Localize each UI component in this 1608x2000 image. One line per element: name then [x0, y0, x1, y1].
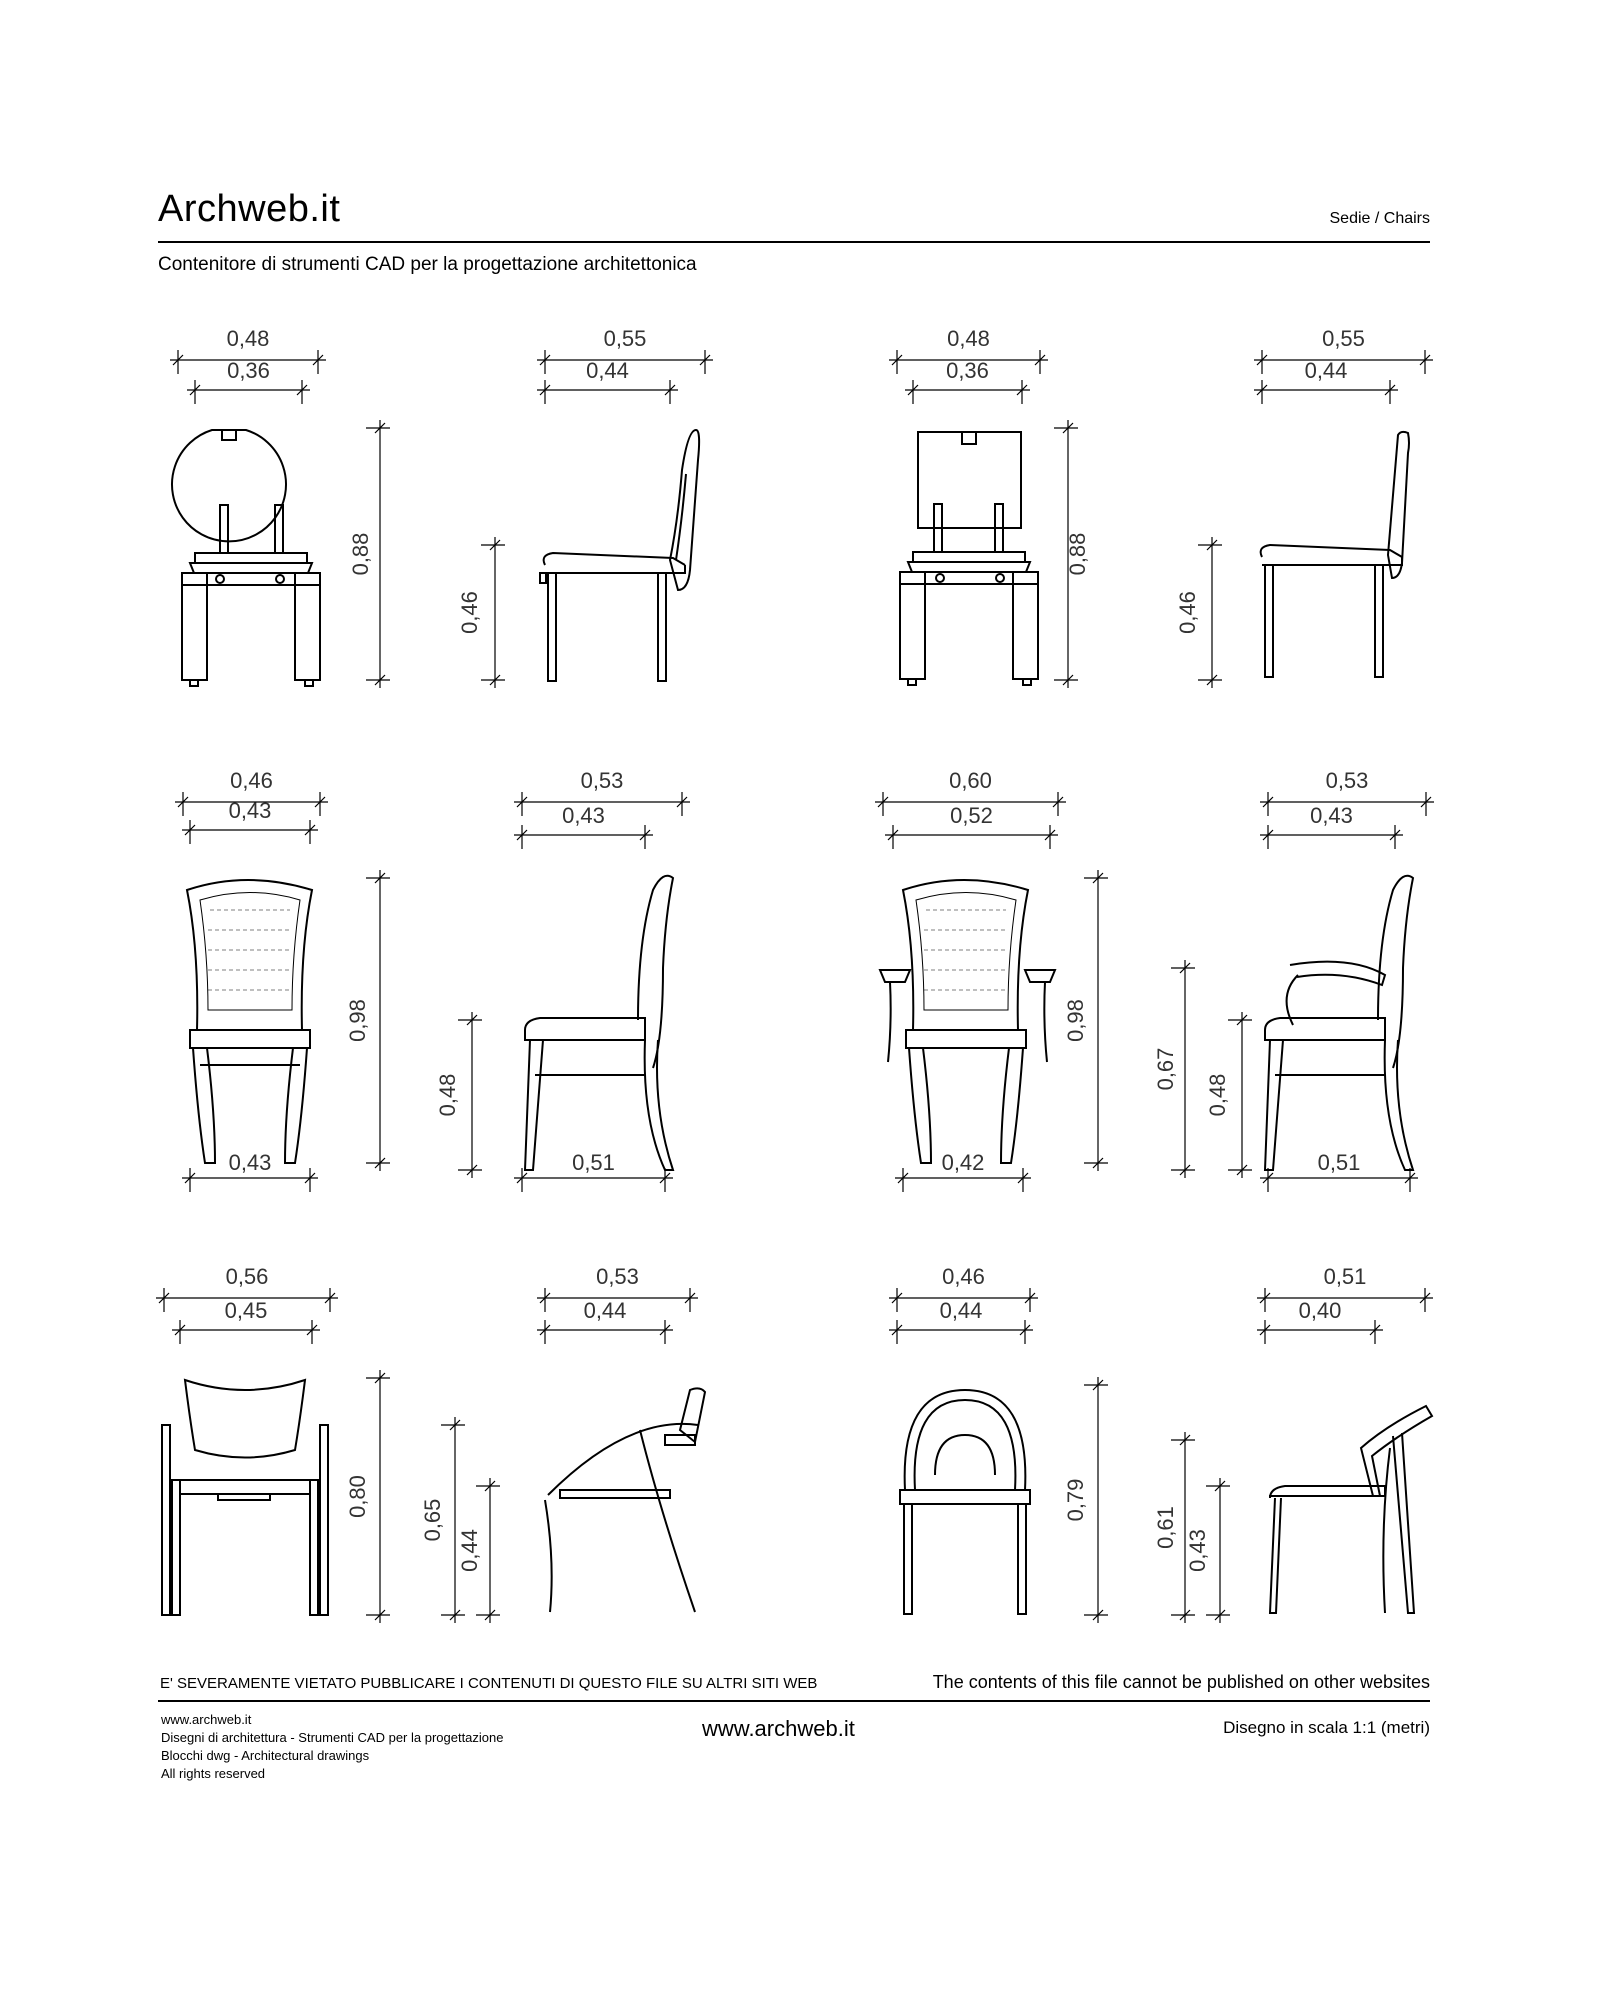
dimension-label: 0,46 [457, 591, 482, 634]
footer-line: Blocchi dwg - Architectural drawings [161, 1748, 370, 1763]
dimension-label: 0,53 [596, 1264, 639, 1289]
dimension-label: 0,48 [947, 326, 990, 351]
dimension-label: 0,43 [228, 798, 272, 823]
dimension-label: 0,53 [1325, 768, 1369, 793]
chair-square-back-front [900, 432, 1038, 685]
dimension-label: 0,48 [226, 326, 270, 351]
dimension-label: 0,46 [1175, 591, 1200, 634]
dimension-label: 0,67 [1153, 1047, 1178, 1091]
dimension-label: 0,44 [939, 1298, 983, 1323]
chair-curved-back-side [545, 1388, 705, 1612]
dimension-label: 0,42 [941, 1150, 985, 1175]
dimension-label: 0,46 [230, 768, 273, 793]
dimension-label: 0,55 [1322, 326, 1365, 351]
dimension-label: 0,88 [348, 532, 373, 576]
brand-logo: Archweb.it [158, 188, 341, 230]
dimension-label: 0,98 [1063, 999, 1088, 1042]
dimension-label: 0,52 [950, 803, 993, 828]
footer-line: www.archweb.it [161, 1712, 252, 1727]
dimension-label: 0,43 [228, 1150, 272, 1175]
footer-line: Disegni di architettura - Strumenti CAD per la progettazione [161, 1730, 504, 1745]
dimension-label: 0,53 [580, 768, 624, 793]
dimension-label: 0,36 [227, 358, 270, 383]
copyright-warning-it: E' SEVERAMENTE VIETATO PUBBLICARE I CONTENUTI DI QUESTO FILE SU ALTRI SITI WEB [160, 1675, 818, 1692]
dimension-label: 0,43 [1310, 803, 1353, 828]
chair-curved-back-front [162, 1380, 328, 1615]
chair-hoop-back-front [900, 1390, 1030, 1614]
dimension-label: 0,48 [1205, 1073, 1230, 1117]
dimension-label: 0,48 [435, 1073, 460, 1117]
dimension-label: 0,36 [946, 358, 989, 383]
chair-round-back-side [540, 430, 699, 681]
dimension-label: 0,55 [603, 326, 647, 351]
dimension-label: 0,65 [420, 1498, 445, 1542]
dimension-label: 0,40 [1298, 1298, 1342, 1323]
footer-credits [161, 1711, 504, 1783]
dimension-label: 0,44 [586, 358, 629, 383]
dimension-label: 0,51 [572, 1150, 615, 1175]
dimension-label: 0,44 [583, 1298, 627, 1323]
dimension-label: 0,51 [1317, 1150, 1361, 1175]
category-label: Sedie / Chairs [1329, 210, 1430, 227]
dimension-label: 0,79 [1063, 1478, 1088, 1522]
scale-note: Disegno in scala 1:1 (metri) [1223, 1718, 1430, 1737]
dimension-label: 0,44 [1304, 358, 1348, 383]
dimension-label: 0,61 [1153, 1506, 1178, 1549]
page-subtitle: Contenitore di strumenti CAD per la progettazione architettonica [158, 254, 697, 275]
dimension-label: 0,43 [1185, 1529, 1210, 1572]
dimension-label: 0,43 [562, 803, 605, 828]
chair-angled-back-side [1270, 1406, 1432, 1613]
chair-round-back-front [172, 430, 320, 686]
dimension-label: 0,88 [1065, 532, 1090, 576]
armchair-woven-back-front [880, 880, 1055, 1163]
armchair-woven-back-side [1265, 876, 1413, 1170]
chair-woven-back-side [525, 876, 673, 1170]
chair-woven-back-front [187, 880, 312, 1163]
dimension-label: 0,80 [345, 1475, 370, 1518]
dimension-label: 0,45 [224, 1298, 268, 1323]
footer-line: All rights reserved [161, 1766, 266, 1781]
dimension-label: 0,46 [942, 1264, 985, 1289]
dimension-labels [225, 326, 1369, 1572]
dimension-label: 0,60 [949, 768, 992, 793]
dimension-label: 0,98 [345, 999, 370, 1042]
copyright-warning-en: The contents of this file cannot be published on other websites [932, 1672, 1430, 1692]
footer-link[interactable]: www.archweb.it [702, 1716, 855, 1741]
dimension-label: 0,44 [457, 1529, 482, 1572]
footer-divider [158, 1700, 1430, 1702]
dimension-label: 0,51 [1323, 1264, 1367, 1289]
dimension-label: 0,56 [225, 1264, 269, 1289]
chair-square-back-side [1261, 432, 1409, 677]
